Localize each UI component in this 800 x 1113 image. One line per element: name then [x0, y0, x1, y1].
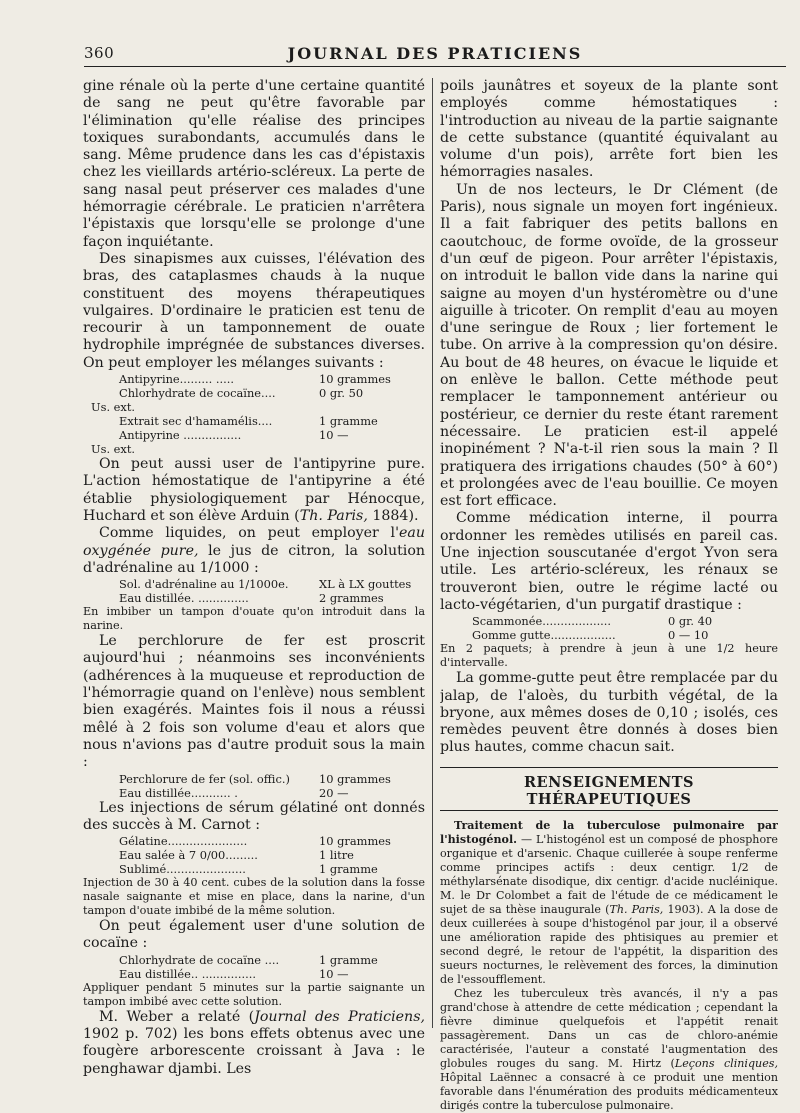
ingredient-quantity: 10 grammes	[319, 834, 391, 849]
ingredient-name: Sol. d'adrénaline au 1/1000e.	[119, 577, 289, 592]
ingredient-quantity: 10 —	[319, 428, 349, 443]
ingredient-quantity: 0 — 10	[668, 628, 709, 643]
usage-note: Us. ext.	[91, 442, 136, 457]
prescription-line	[83, 577, 425, 591]
citation: Journal des Praticiens,	[254, 1008, 425, 1025]
paragraph: Les injections de sérum gélatiné ont donnés des succès à M. Carnot :	[83, 799, 425, 833]
ingredient-name: Gélatine......................	[119, 834, 248, 849]
ingredient-quantity: 1 gramme	[319, 414, 378, 429]
prescription-line	[83, 786, 425, 800]
prescription-line	[83, 772, 425, 786]
prescription-line	[83, 386, 425, 400]
ingredient-quantity: 1 gramme	[319, 862, 378, 877]
text-run: Chez les tuberculeux très avancés, il n'y a pas grand'chose à attendre de cette médication ; cependant la fièvre diminue quelquefois et l'appétit renait passagèrement. Dans un cas de chloro-anémie caractérisée, l'auteur a constaté l'augmentation des globules rouges du sang. M. Hirtz (	[440, 986, 778, 1070]
ingredient-name: Eau distillée. ..............	[119, 591, 249, 606]
text-run: 1902 p. 702) les bons effets obtenus avec une fougère arborescente croissant à Java : le penghawar djambi. Les	[83, 1025, 425, 1077]
ingredient-quantity: 20 —	[319, 785, 349, 800]
prescription	[83, 577, 425, 605]
text-run: 1903). A la dose de deux cuillerées à soupe d'histogénol par jour, il a observé une amélioration rapide des phtisiques au premier et second degré, le retour de l'appétit, la disparition des sueurs nocturnes, le relèvement des forces, la diminution de l'essoufflement.	[440, 902, 778, 986]
prescription-line	[83, 862, 425, 876]
ingredient-quantity: 10 grammes	[319, 771, 391, 786]
paragraph: Comme médication interne, il pourra ordonner les remèdes utilisés en pareil cas. Une injection souscutanée d'ergot Yvon sera utile. Les artério-scléreux, les rénaux se trouveront bien, outre le régime lacté ou lacto-végétarien, d'un purgatif drastique :	[440, 510, 778, 613]
text-run: — L'histogénol est un composé de phosphore organique et d'arsenic. Chaque cuillerée à soupe renferme comme principes actifs : deux centigr. 1/2 de méthylarsénate disodique, dix centigr. d'acide nucléinique. M. le Dr Colombet a fait de l'étude de ce médicament le sujet de sa thèse inaugurale (	[440, 832, 778, 916]
page-header	[84, 44, 786, 67]
paragraph	[440, 819, 778, 987]
ingredient-quantity: 1 gramme	[319, 952, 378, 967]
prescription-line	[83, 848, 425, 862]
paragraph: poils jaunâtres et soyeux de la plante sont employés comme hémostatiques : l'introduction au niveau de la partie saignante de cette substance (quantité équivalant au volume d'un pois), arrête fort bien les hémorragies nasales.	[440, 78, 778, 181]
ingredient-name: Gomme gutte..................	[472, 628, 616, 643]
paragraph	[83, 525, 425, 577]
paragraph	[440, 987, 778, 1113]
prescription-line	[83, 967, 425, 981]
instruction-note: Appliquer pendant 5 minutes sur la partie saignante un tampon imbibé avec cette solution.	[83, 980, 425, 1008]
prescription	[83, 834, 425, 876]
prescription	[83, 372, 425, 400]
right-column	[440, 78, 778, 1113]
ingredient-quantity: 2 grammes	[319, 591, 384, 606]
section-heading: RENSEIGNEMENTS THÉRAPEUTIQUES	[524, 773, 694, 808]
citation: Th. Paris,	[299, 507, 368, 524]
emphasis: eau oxygénée pure,	[83, 525, 425, 559]
paragraph: La gomme-gutte peut être remplacée par du jalap, de l'aloès, du turbith végétal, de la bryone, aux mêmes doses de 0,10 ; isolés, ces remèdes peuvent être donnés à doses bien plus hautes, comme chacun sait.	[440, 670, 778, 756]
paragraph: On peut également user d'une solution de cocaïne :	[83, 918, 425, 952]
citation: Th. Paris,	[609, 902, 664, 916]
ingredient-name: Scammonée...................	[472, 614, 612, 629]
journal-title: JOURNAL DES PRATICIENS	[287, 44, 583, 63]
paragraph: Des sinapismes aux cuisses, l'élévation des bras, des cataplasmes chauds à la nuque constituent des moyens thérapeutiques vulgaires. D'ordinaire le praticien est tenu de recourir à un tamponnement de ouate hydrophile imprégnée de substances diverses. On peut employer les mélanges suivants :	[83, 250, 425, 371]
ingredient-quantity: 0 gr. 40	[668, 614, 713, 629]
paragraph	[83, 456, 425, 525]
instruction-note: En 2 paquets; à prendre à jeun à une 1/2 heure d'intervalle.	[440, 642, 778, 670]
left-column	[83, 78, 425, 1078]
prescription-line	[83, 834, 425, 848]
text-run: Hôpital Laënnec a consacré à ce produit une mention favorable dans l'énumération des produits médicamenteux dirigés contre la tuberculose pulmonaire.	[440, 1070, 778, 1112]
article-title: Traitement de la tuberculose pulmonaire par l'histogénol.	[440, 818, 778, 846]
ingredient-name: Sublimé......................	[119, 862, 246, 877]
prescription-line	[83, 428, 425, 442]
text-run: 1884).	[367, 507, 419, 524]
text-run: Comme liquides, on peut employer l'	[99, 525, 399, 542]
ingredient-quantity: XL à LX gouttes	[319, 577, 412, 592]
prescription-line	[83, 414, 425, 428]
ingredient-name: Eau distillée........... .	[119, 785, 238, 800]
ingredient-name: Chlorhydrate de cocaïne ....	[119, 952, 280, 967]
prescription-line	[440, 614, 778, 628]
prescription	[440, 614, 778, 642]
prescription	[83, 953, 425, 981]
text-run: On peut aussi user de l'antipyrine pure. L'action hémostatique de l'antipyrine a été établie physiologiquement par Hénocque, Huchard et son élève Arduin (	[83, 456, 425, 524]
ingredient-name: Eau salée à 7 0/00.........	[119, 848, 258, 863]
ingredient-name: Antipyrine ................	[119, 428, 242, 443]
instruction-note: Injection de 30 à 40 cent. cubes de la solution dans la fosse nasale saignante et mise en place, dans la narine, d'un tampon d'ouate imbibé de la même solution.	[83, 876, 425, 918]
prescription	[83, 772, 425, 800]
prescription-line	[440, 628, 778, 642]
ingredient-name: Extrait sec d'hamamélis....	[119, 414, 273, 429]
paragraph: Le perchlorure de fer est proscrit aujourd'hui ; néanmoins ses inconvénients (adhérences à la muqueuse et reproduction de l'hémorragie quand on l'enlève) nous semblent bien exagérés. Maintes fois il nous a réussi mêlé à 2 fois son volume d'eau et alors que nous n'avions pas d'autre produit sous la main :	[83, 633, 425, 771]
ingredient-name: Eau distillée.. ...............	[119, 966, 257, 981]
ingredient-quantity: 10 grammes	[319, 372, 391, 387]
ingredient-name: Antipyrine......... .....	[119, 372, 234, 387]
column-divider	[432, 78, 433, 1028]
ingredient-quantity: 1 litre	[319, 848, 354, 863]
prescription-line	[83, 591, 425, 605]
ingredient-name: Chlorhydrate de cocaïne....	[119, 386, 276, 401]
ingredient-name: Perchlorure de fer (sol. offic.)	[119, 771, 290, 786]
prescription-line	[83, 372, 425, 386]
prescription	[83, 414, 425, 442]
paragraph: Un de nos lecteurs, le Dr Clément (de Paris), nous signale un moyen fort ingénieux. Il a fait fabriquer des petits ballons en caoutchouc, de forme ovoïde, de la grosseur d'un œuf de pigeon. Pour arrêter l'épistaxis, on introduit le ballon vide dans la narine qui saigne au moyen d'un hystéromètre ou d'une aiguille à tricoter. On remplit d'eau au moyen d'une seringue de Roux ; lier fortement le tube. On arrive à la compression qu'on désire. Au bout de 48 heures, on évacue le liquide et on enlève le ballon. Cette méthode peut remplacer le tamponnement antérieur ou postérieur, ce dernier du reste étant rarement nécessaire. Le praticien est-il appelé inopinément ? N'a-t-il rien sous la main ? Il pratiquera des irrigations chaudes (50° à 60°) et prolongées avec de l'eau bouillie. Ce moyen est fort efficace.	[440, 181, 778, 510]
page-number: 360	[84, 44, 115, 62]
ingredient-quantity: 0 gr. 50	[319, 386, 364, 401]
text-run: M. Weber a relaté (	[99, 1008, 255, 1025]
instruction-note: En imbiber un tampon d'ouate qu'on introduit dans la narine.	[83, 605, 425, 633]
citation: Leçons cliniques,	[674, 1056, 778, 1070]
text-run: le jus de citron, la solution d'adrénaline au 1/1000 :	[83, 542, 425, 576]
prescription-line	[83, 953, 425, 967]
paragraph	[83, 1009, 425, 1078]
usage-note: Us. ext.	[91, 400, 136, 415]
section-rule	[440, 767, 778, 768]
section-rule	[440, 810, 778, 811]
paragraph: gine rénale où la perte d'une certaine quantité de sang ne peut qu'être favorable par l'élimination qu'elle réalise des principes toxiques surabondants, accumulés dans le sang. Même prudence dans les cas d'épistaxis chez les vieillards artério-scléreux. La perte de sang nasal peut préserver ces malades d'une hémorragie cérébrale. Le praticien n'arrêtera l'épistaxis que lorsqu'elle se prolonge d'une façon inquiétante.	[83, 78, 425, 250]
ingredient-quantity: 10 —	[319, 966, 349, 981]
